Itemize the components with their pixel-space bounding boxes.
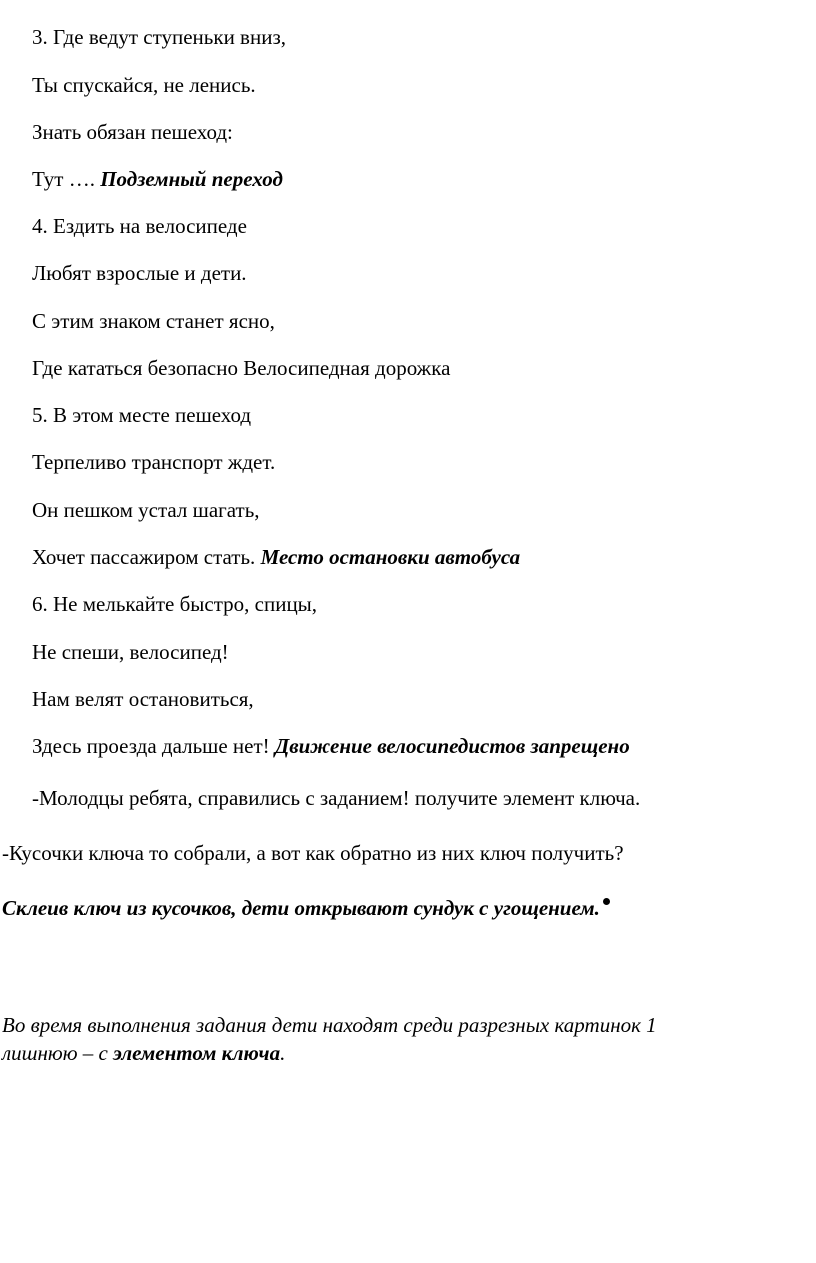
note-line: Во время выполнения задания дети находят среди разрезных картинок 1 <box>2 1013 657 1037</box>
poem-line: Ты спускайся, не ленись. <box>32 73 256 97</box>
poem-line: 3. Где ведут ступеньки вниз, <box>32 25 286 49</box>
answer-text: Место остановки автобуса <box>260 545 521 569</box>
poem-line: Не спеши, велосипед! <box>32 640 229 664</box>
answer-text: Подземный переход <box>100 167 283 191</box>
poem-line: Знать обязан пешеход: <box>32 120 233 144</box>
bullet-icon <box>603 898 610 905</box>
poem-line: Где кататься безопасно Велосипедная дорожка <box>32 356 451 380</box>
poem-line-with-answer: Здесь проезда дальше нет! Движение велосипедистов запрещено <box>32 734 630 758</box>
note-line: лишнюю – с элементом ключа. <box>2 1041 286 1065</box>
praise-line: -Молодцы ребята, справились с заданием! получите элемент ключа. <box>32 786 641 810</box>
poem-line: Любят взрослые и дети. <box>32 261 247 285</box>
poem-line-with-answer: Тут …. Подземный переход <box>32 167 283 191</box>
answer-text: Движение велосипедистов запрещено <box>274 734 630 758</box>
key-element-text: элементом ключа <box>113 1041 281 1065</box>
poem-line: 6. Не мелькайте быстро, спицы, <box>32 592 318 616</box>
poem-line: С этим знаком станет ясно, <box>32 309 275 333</box>
conclusion-line: Склеив ключ из кусочков, дети открывают сундук с угощением. <box>2 896 610 920</box>
poem-line: Он пешком устал шагать, <box>32 498 260 522</box>
poem-line: 5. В этом месте пешеход <box>32 403 252 427</box>
poem-line: 4. Ездить на велосипеде <box>32 214 247 238</box>
poem-line-with-answer: Хочет пассажиром стать. Место остановки автобуса <box>32 545 521 569</box>
poem-line: Терпеливо транспорт ждет. <box>32 450 276 474</box>
question-line: -Кусочки ключа то собрали, а вот как обратно из них ключ получить? <box>2 841 624 865</box>
poem-line: Нам велят остановиться, <box>32 687 254 711</box>
